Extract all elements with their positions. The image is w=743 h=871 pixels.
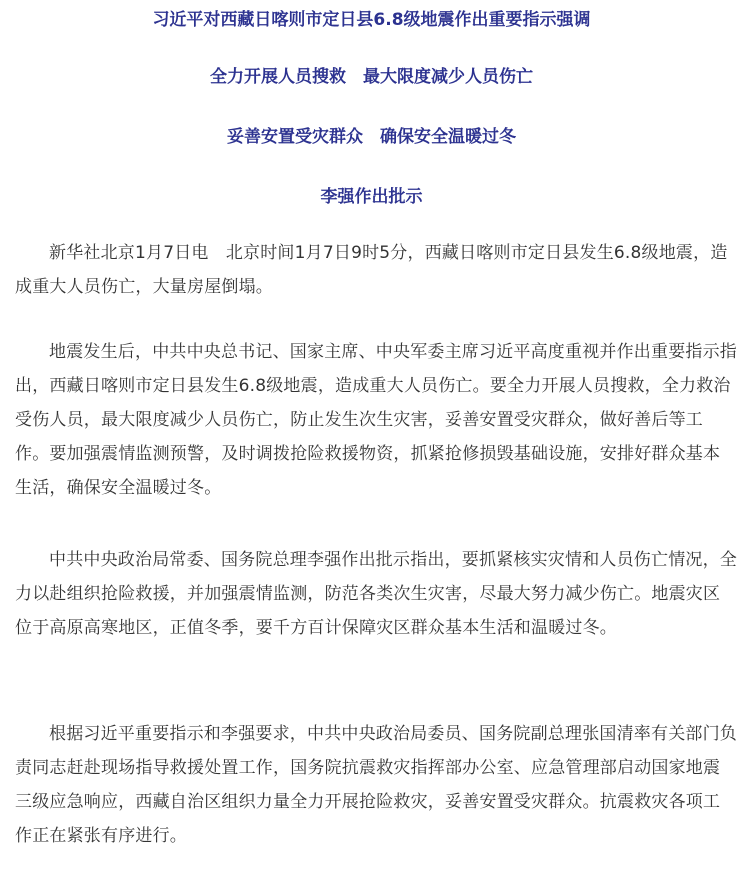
paragraph-xi-instructions: 地震发生后，中共中央总书记、国家主席、中央军委主席习近平高度重视并作出重要指示指出，西藏日喀则市定日县发生6.8级地震，造成重大人员伤亡。要全力开展人员搜救，全力救治受伤人员，最大限度减少人员伤亡，防止发生次生灾害，妥善安置受灾群众，做好善后等工作。要加强震情监测预警，及时调拨抢险救援物资，抓紧抢修损毁基础设施，安排好群众基本生活，确保安全温暖过冬。 [15, 342, 737, 498]
subheadline-li-qiang: 李强作出批示 [320, 187, 423, 207]
paragraph-li-qiang-instructions: 中共中央政治局常委、国务院总理李强作出批示指出，要抓紧核实灾情和人员伤亡情况，全力以赴组织抢险救援，并加强震情监测，防范各类次生灾害，尽最大努力减少伤亡。地震灾区位于高原高寒地区，正值冬季，要千方百计保障灾区群众基本生活和温暖过冬。 [15, 550, 737, 638]
paragraph-response: 根据习近平重要指示和李强要求，中共中央政治局委员、国务院副总理张国清率有关部门负责同志赶赴现场指导救援处置工作，国务院抗震救灾指挥部办公室、应急管理部启动国家地震三级应急响应，西藏自治区组织力量全力开展抢险救灾，妥善安置受灾群众。抗震救灾各项工作正在紧张有序进行。 [15, 724, 737, 846]
subheadline-resettlement: 妥善安置受灾群众 确保安全温暖过冬 [227, 127, 516, 147]
paragraph-dateline: 新华社北京1月7日电 北京时间1月7日9时5分，西藏日喀则市定日县发生6.8级地震，造成重大人员伤亡，大量房屋倒塌。 [15, 243, 728, 297]
headline-main: 习近平对西藏日喀则市定日县6.8级地震作出重要指示强调 [152, 10, 591, 30]
subheadline-rescue: 全力开展人员搜救 最大限度减少人员伤亡 [210, 67, 533, 87]
